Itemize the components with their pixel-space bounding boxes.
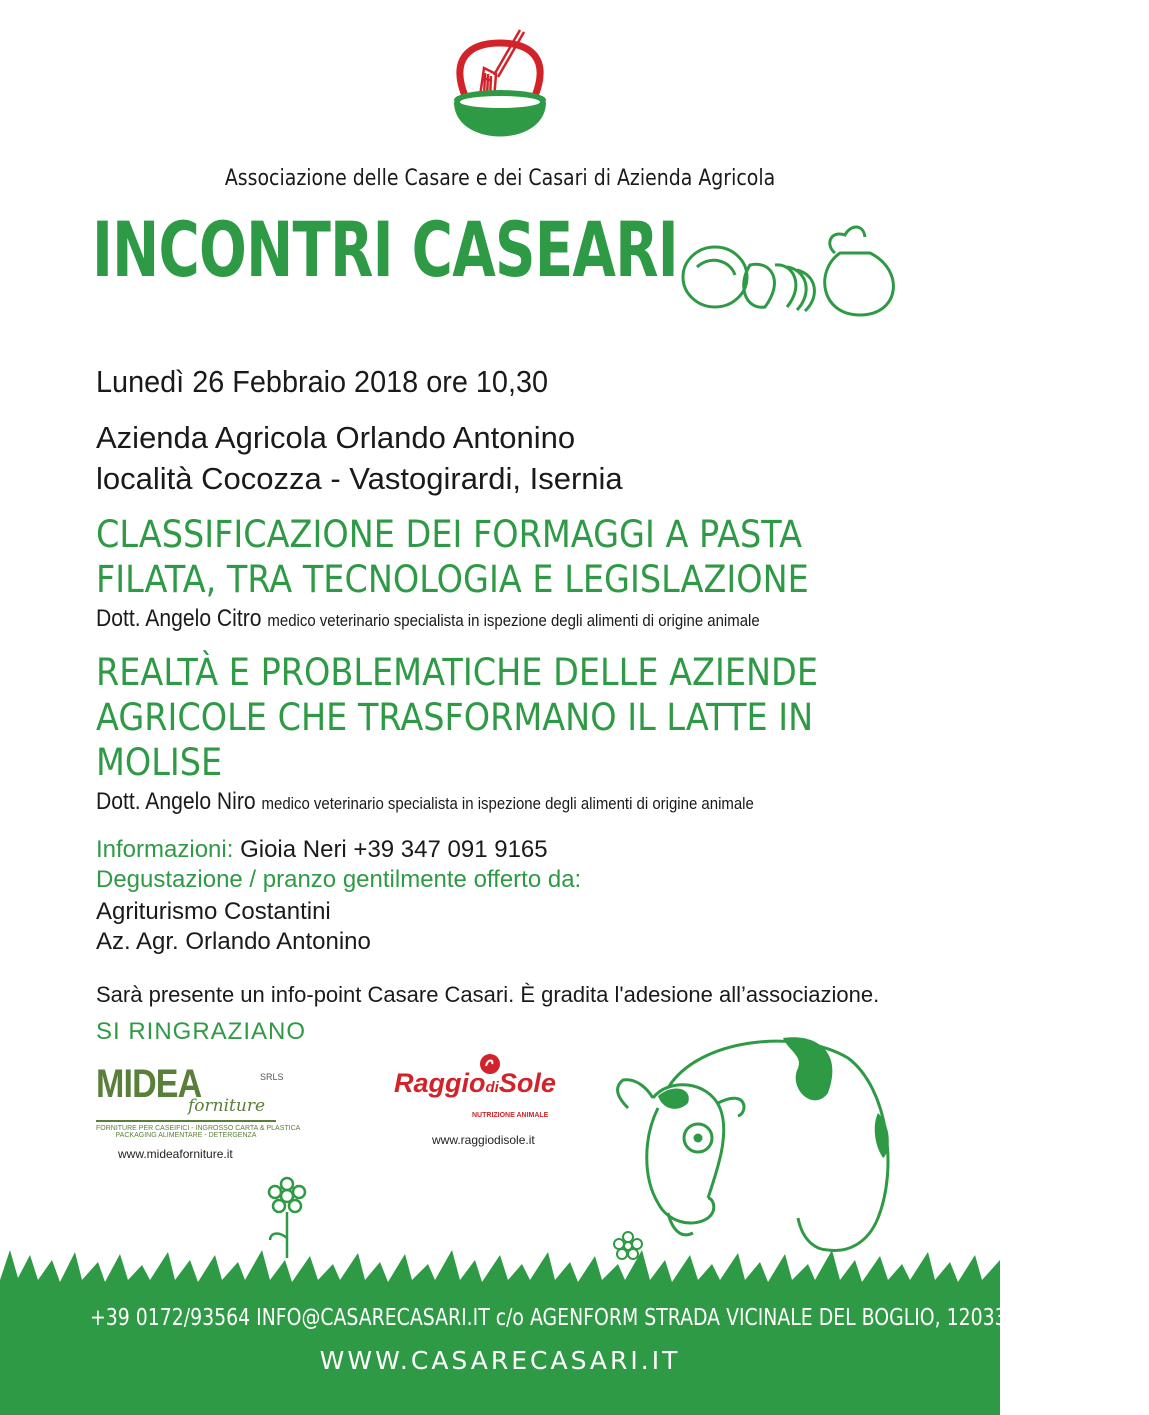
host-item: Az. Agr. Orlando Antonino <box>96 928 371 955</box>
midea-tagline-1: FORNITURE PER CASEIFICI - INGROSSO CARTA & PLASTICA <box>96 1125 301 1132</box>
speaker-role: medico veterinario specialista in ispezione degli alimenti di origine animale <box>261 794 754 813</box>
raggio-tagline: NUTRIZIONE ANIMALE <box>472 1112 549 1119</box>
organization-name: Associazione delle Casare e dei Casari di Azienda Agricola <box>224 166 776 191</box>
flower-icon <box>262 1178 312 1258</box>
thanks-heading: SI RINGRAZIANO <box>96 1018 307 1045</box>
speaker-role: medico veterinario specialista in ispezione degli alimenti di origine animale <box>267 611 760 630</box>
cheese-illustration-icon <box>675 215 915 325</box>
info-label: Informazioni: <box>96 836 234 863</box>
raggio-logo-text: RaggiodiSole <box>394 1068 556 1098</box>
association-logo <box>440 18 560 158</box>
midea-tagline-2: PACKAGING ALIMENTARE - DETERGENZA <box>115 1132 257 1139</box>
footer-website-link[interactable]: WWW.CASARECASARI.IT <box>319 1346 681 1375</box>
host-item: Agriturismo Costantini <box>96 898 331 925</box>
talk-title-2: REALTÀ E PROBLEMATICHE DELLE AZIENDE AGRICOLE CHE TRASFORMANO IL LATTE IN MOLISE <box>96 651 818 784</box>
raggio-url[interactable]: www.raggiodisole.it <box>432 1133 535 1147</box>
speaker-name: Dott. Angelo Citro <box>96 605 262 632</box>
midea-url[interactable]: www.mideaforniture.it <box>118 1147 233 1161</box>
sponsor-raggio-di-sole <box>392 1060 582 1147</box>
grass-footer-background <box>0 1250 1149 1415</box>
talk-title-1: CLASSIFICAZIONE DEI FORMAGGI A PASTA FILATA, TRA TECNOLOGIA E LEGISLAZIONE <box>96 513 809 601</box>
sponsor-midea <box>96 1062 301 1161</box>
event-venue: Azienda Agricola Orlando Antonino <box>96 420 576 455</box>
info-point-note: Sarà presente un info-point Casare Casari. È gradita l'adesione all’associazione. <box>96 982 880 1007</box>
midea-srls: SRLS <box>260 1072 284 1082</box>
talk-speaker-1 <box>96 605 760 633</box>
event-address: località Cocozza - Vastogirardi, Isernia <box>96 461 623 496</box>
midea-logo-text: MIDEA <box>96 1062 202 1106</box>
footer-contacts: +39 0172/93564 INFO@CASARECASARI.IT c/o AGENFORM STRADA VICINALE DEL BOGLIO, 12033 MORETTA - CN <box>90 1305 1149 1331</box>
info-contact <box>96 836 548 864</box>
event-date-time: Lunedì 26 Febbraio 2018 ore 10,30 <box>96 364 549 399</box>
cow-illustration-icon <box>598 1018 898 1258</box>
midea-forniture: forniture <box>188 1096 266 1116</box>
speaker-name: Dott. Angelo Niro <box>96 788 256 815</box>
page-title: INCONTRI CASEARI <box>92 205 678 294</box>
info-contact-value: Gioia Neri +39 347 091 9165 <box>240 836 548 863</box>
tasting-label: Degustazione / pranzo gentilmente offerto da: <box>96 866 582 893</box>
talk-speaker-2 <box>96 788 754 816</box>
